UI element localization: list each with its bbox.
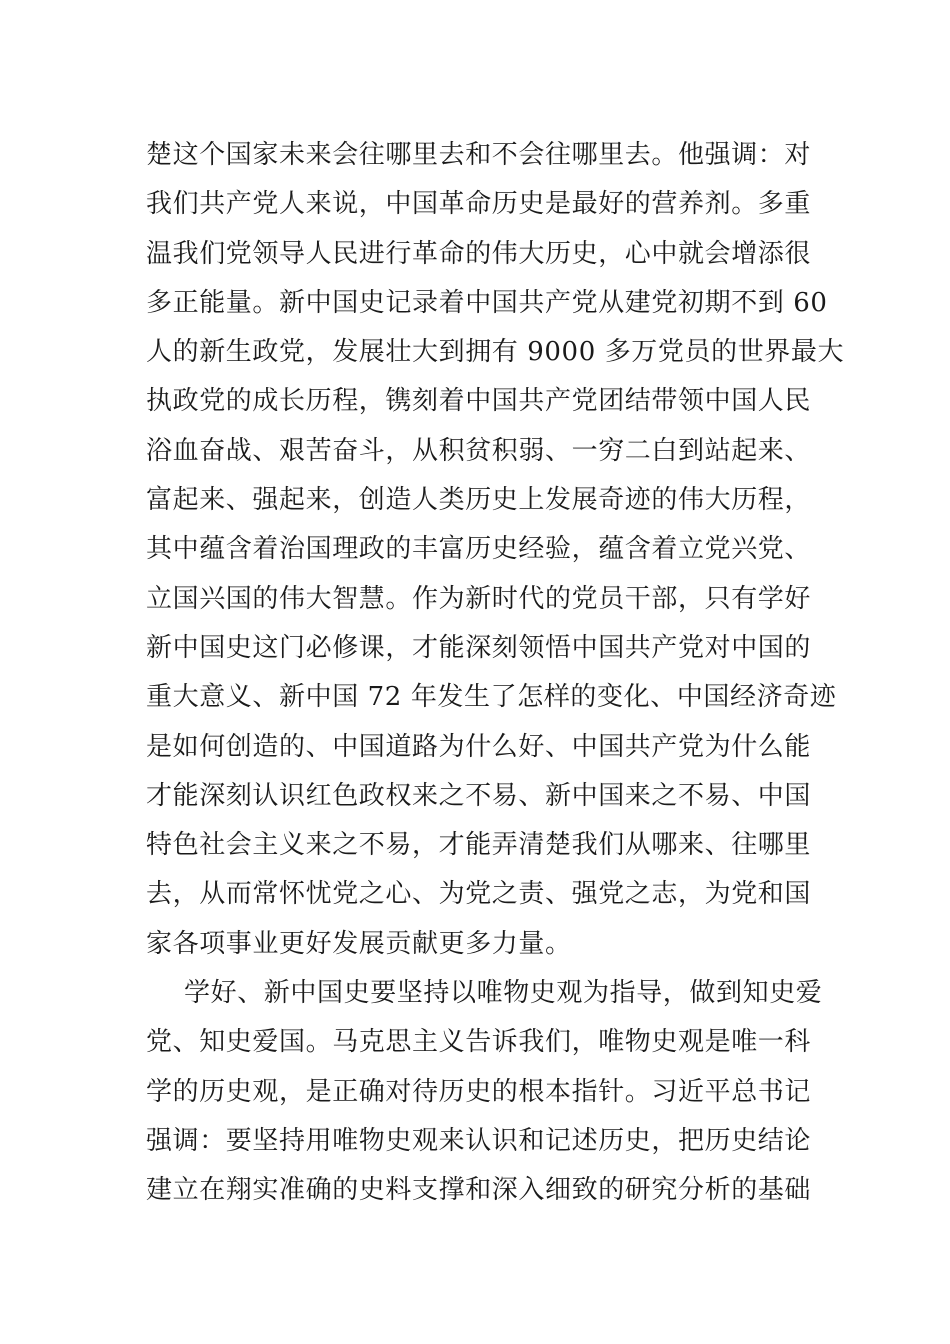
text-line: 家各项事业更好发展贡献更多力量。 bbox=[146, 928, 572, 959]
text-line: 立国兴国的伟大智慧。作为新时代的党员干部，只有学好 bbox=[146, 583, 812, 614]
text-line: 党、知史爱国。马克思主义告诉我们，唯物史观是唯一科 bbox=[146, 1027, 812, 1058]
text-line: 重大意义、新中国 72 年发生了怎样的变化、中国经济奇迹 bbox=[146, 682, 837, 713]
text-line: 是如何创造的、中国道路为什么好、中国共产党为什么能 bbox=[146, 731, 812, 762]
text-line: 多正能量。新中国史记录着中国共产党从建党初期不到 60 bbox=[146, 287, 828, 318]
text-line: 才能深刻认识红色政权来之不易、新中国来之不易、中国 bbox=[146, 780, 812, 811]
text-line: 人的新生政党，发展壮大到拥有 9000 多万党员的世界最大 bbox=[146, 337, 845, 368]
text-line: 浴血奋战、艰苦奋斗，从积贫积弱、一穷二白到站起来、 bbox=[146, 435, 812, 466]
text-line: 特色社会主义来之不易，才能弄清楚我们从哪来、往哪里 bbox=[146, 830, 812, 861]
document-body bbox=[146, 131, 845, 1216]
text-line: 学好、新中国史要坚持以唯物史观为指导，做到知史爱 bbox=[184, 978, 823, 1009]
paragraph bbox=[146, 131, 845, 969]
text-line: 新中国史这门必修课，才能深刻领悟中国共产党对中国的 bbox=[146, 632, 812, 663]
text-line: 温我们党领导人民进行革命的伟大历史，心中就会增添很 bbox=[146, 238, 812, 269]
text-line: 强调：要坚持用唯物史观来认识和记述历史，把历史结论 bbox=[146, 1125, 812, 1156]
text-line: 建立在翔实准确的史料支撑和深入细致的研究分析的基础 bbox=[146, 1175, 812, 1206]
text-line: 富起来、强起来，创造人类历史上发展奇迹的伟大历程， bbox=[146, 485, 812, 516]
text-line: 学的历史观，是正确对待历史的根本指针。习近平总书记 bbox=[146, 1076, 812, 1107]
paragraph bbox=[146, 969, 823, 1215]
text-line: 执政党的成长历程，镌刻着中国共产党团结带领中国人民 bbox=[146, 386, 812, 417]
text-line: 去，从而常怀忧党之心、为党之责、强党之志，为党和国 bbox=[146, 879, 812, 910]
text-line: 其中蕴含着治国理政的丰富历史经验，蕴含着立党兴党、 bbox=[146, 534, 812, 565]
text-line: 我们共产党人来说，中国革命历史是最好的营养剂。多重 bbox=[146, 189, 812, 220]
text-line: 楚这个国家未来会往哪里去和不会往哪里去。他强调：对 bbox=[146, 140, 812, 170]
